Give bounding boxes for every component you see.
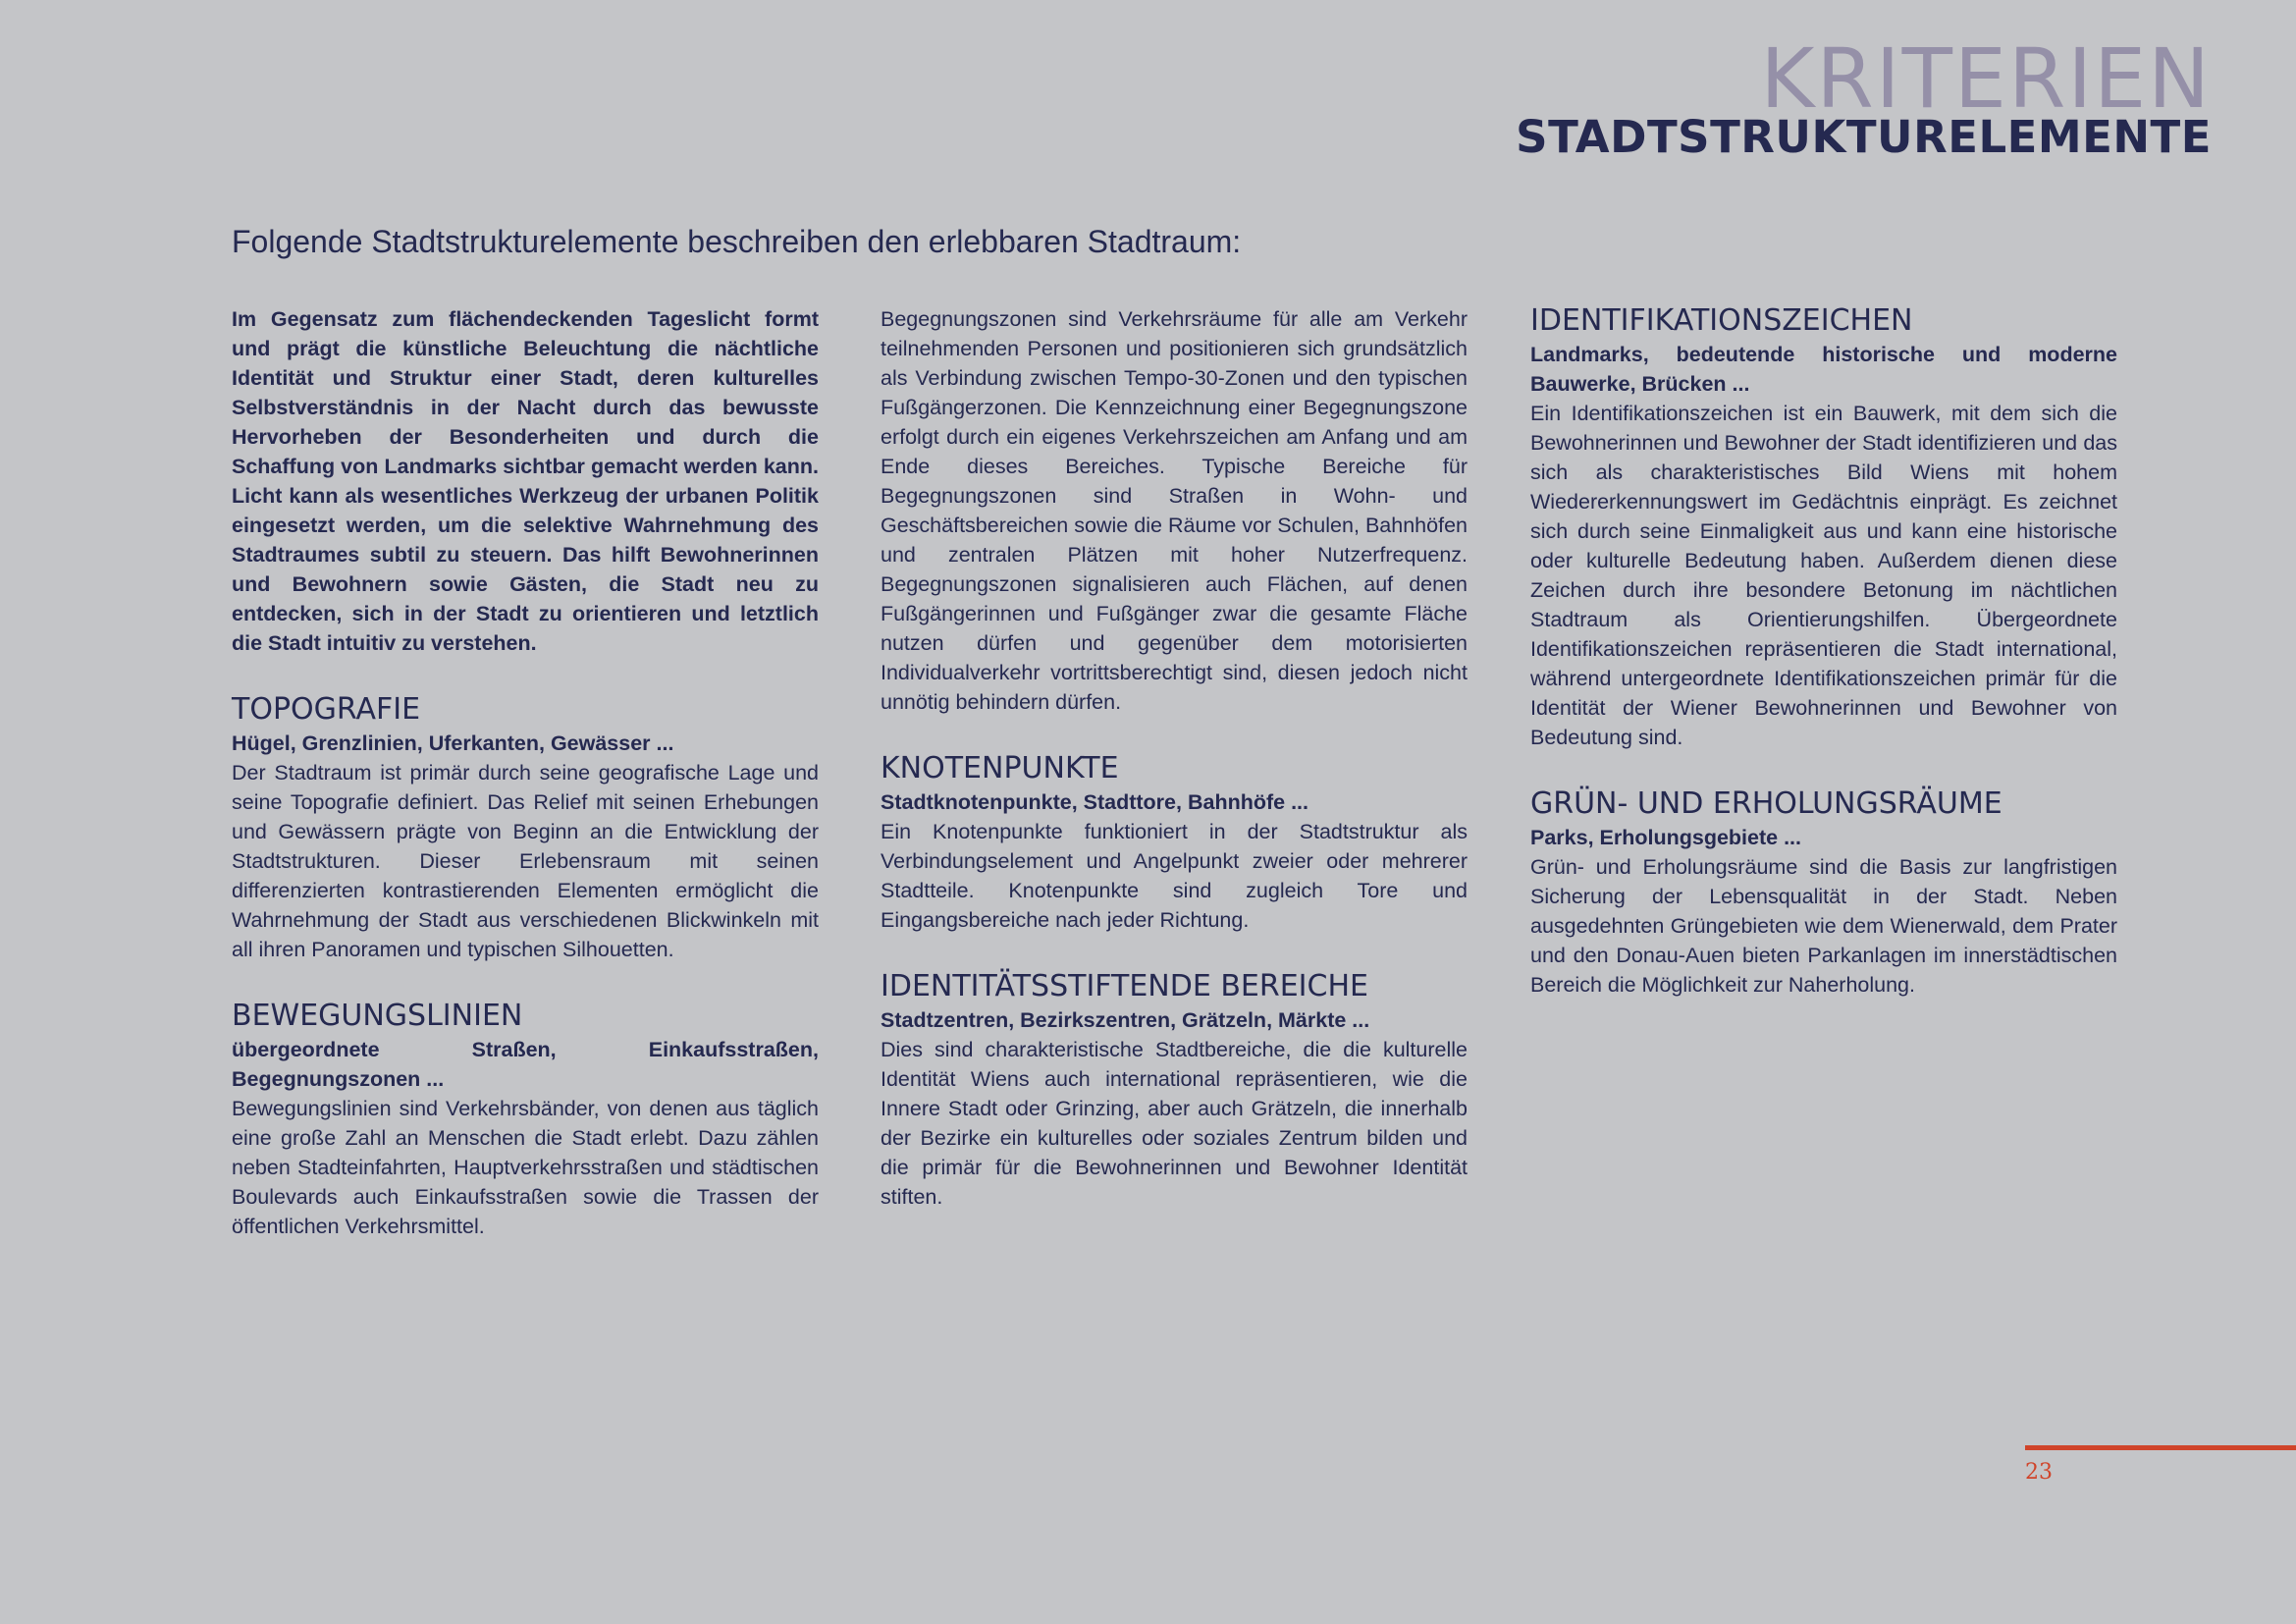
section-subheading: Landmarks, bedeutende historische und moderne Bauwerke, Brücken ... <box>1530 343 2117 396</box>
intro-title: Folgende Stadtstrukturelemente beschreiben den erlebbaren Stadtraum: <box>232 224 1242 259</box>
section-knotenpunkte <box>881 752 1468 935</box>
lead-paragraph: Im Gegensatz zum flächendeckenden Tageslicht formt und prägt die künstliche Beleuchtung die nächtliche Identität und Struktur einer Stadt, deren kulturelles Selbstverständnis in der Nacht durch das bewusste Hervorheben der Besonderheiten und durch die Schaffung von Landmarks sichtbar gemacht werden kann. Licht kann als wesentliches Werkzeug der urbanen Politik eingesetzt werden, um die selektive Wahrnehmung des Stadtraumes subtil zu steuern. Das hilft Bewohnerinnen und Bewohnern sowie Gästen, die Stadt neu zu entdecken, sich in der Stadt zu orientieren und letztlich die Stadt intuitiv zu verstehen. <box>232 307 819 655</box>
section-subheading: Hügel, Grenzlinien, Uferkanten, Gewässer ... <box>232 731 674 755</box>
page-number: 23 <box>2025 1460 2053 1485</box>
begegnungszonen-paragraph: Begegnungszonen sind Verkehrsräume für alle am Verkehr teilnehmenden Personen und positionieren sich grundsätzlich als Verbindung zwischen Tempo-30-Zonen und den typischen Fußgängerzonen. Die Kennzeichnung einer Begegnungszone erfolgt durch ein eigenes Verkehrszeichen am Anfang und am Ende dieses Bereiches. Typische Bereiche für Begegnungszonen sind Straßen in Wohn- und Geschäftsbereichen sowie die Räume vor Schulen, Bahnhöfen und zentralen Plätzen mit hoher Nutzerfrequenz. Begegnungszonen signalisieren auch Flächen, auf denen Fußgängerinnen und Fußgänger zwar die gesamte Fläche nutzen dürfen und gegenüber dem motorisierten Individualverkehr vortrittsberechtigt sind, diesen jedoch nicht unnötig behindern dürfen. <box>881 307 1468 714</box>
section-subheading: Parks, Erholungsgebiete ... <box>1530 826 1801 849</box>
section-body: Grün- und Erholungsräume sind die Basis zur langfristigen Sicherung der Lebensqualität in der Stadt. Neben ausgedehnten Grüngebieten wie dem Wienerwald, dem Prater und den Donau-Auen bieten Parkanlagen im innerstädtischen Bereich die Möglichkeit zur Naherholung. <box>1530 855 2117 997</box>
section-body: Ein Identifikationszeichen ist ein Bauwerk, mit dem sich die Bewohnerinnen und Bewohner der Stadt identifizieren und das sich als charakteristisches Bild Wiens mit hohem Wiedererkennungswert im Gedächtnis einprägt. Es zeichnet sich durch seine Einmaligkeit aus und kann eine historische oder kulturelle Bedeutung haben. Außerdem dienen diese Zeichen durch ihre besondere Betonung im nächtlichen Stadtraum als Orientierungshilfen. Übergeordnete Identifikationszeichen repräsentieren die Stadt international, während untergeordnete Identifikationszeichen primär für die Identität der Wiener Bewohnerinnen und Bewohner von Bedeutung sind. <box>1530 402 2117 749</box>
page-header <box>1516 30 2212 163</box>
section-subheading: Stadtzentren, Bezirkszentren, Grätzeln, Märkte ... <box>881 1008 1370 1032</box>
section-body: Ein Knotenpunkte funktioniert in der Stadtstruktur als Verbindungselement und Angelpunkt zweier oder mehrerer Stadtteile. Knotenpunkte sind zugleich Tore und Eingangsbereiche nach jeder Richtung. <box>881 820 1468 932</box>
section-heading: TOPOGRAFIE <box>232 692 421 727</box>
section-identitaetsstiftende-bereiche <box>881 970 1468 1212</box>
section-subheading: übergeordnete Straßen, Einkaufsstraßen, Begegnungszonen ... <box>232 1038 819 1091</box>
footer-divider <box>2025 1445 2296 1450</box>
section-identifikationszeichen <box>1530 304 2117 752</box>
text-column-2 <box>881 304 1468 1212</box>
section-heading: IDENTITÄTSSTIFTENDE BEREICHE <box>881 969 1368 1003</box>
section-heading: IDENTIFIKATIONSZEICHEN <box>1530 303 1913 338</box>
section-heading: GRÜN- UND ERHOLUNGSRÄUME <box>1530 786 2002 821</box>
text-column-3 <box>1530 304 2117 1000</box>
header-subtitle: STADTSTRUKTURELEMENTE <box>1516 111 2212 163</box>
header-title: KRITERIEN <box>1760 30 2212 127</box>
section-body: Bewegungslinien sind Verkehrsbänder, von denen aus täglich eine große Zahl an Menschen die Stadt erlebt. Dazu zählen neben Stadteinfahrten, Hauptverkehrsstraßen und städtischen Boulevards auch Einkaufsstraßen sowie die Trassen der öffentlichen Verkehrsmittel. <box>232 1097 819 1238</box>
section-heading: KNOTENPUNKTE <box>881 751 1119 785</box>
section-body: Dies sind charakteristische Stadtbereiche, die die kulturelle Identität Wiens auch international repräsentieren, wie die Innere Stadt oder Grinzing, aber auch Grätzeln, die innerhalb der Bezirke ein kulturelles oder soziales Zentrum bilden und die primär für die Bewohnerinnen und Bewohner Identität stiften. <box>881 1038 1468 1209</box>
section-heading: BEWEGUNGSLINIEN <box>232 999 523 1033</box>
text-column-1 <box>232 304 819 1241</box>
section-bewegungslinien <box>232 1000 819 1241</box>
section-gruen-und-erholungsraeume <box>1530 787 2117 1000</box>
section-topografie <box>232 693 819 964</box>
section-subheading: Stadtknotenpunkte, Stadttore, Bahnhöfe ... <box>881 790 1308 814</box>
section-body: Der Stadtraum ist primär durch seine geografische Lage und seine Topografie definiert. Das Relief mit seinen Erhebungen und Gewässern prägte von Beginn an die Entwicklung der Stadtstrukturen. Dieser Erlebensraum mit seinen differenzierten kontrastierenden Elementen ermöglicht die Wahrnehmung der Stadt aus verschiedenen Blickwinkeln mit all ihren Panoramen und typischen Silhouetten. <box>232 761 819 961</box>
